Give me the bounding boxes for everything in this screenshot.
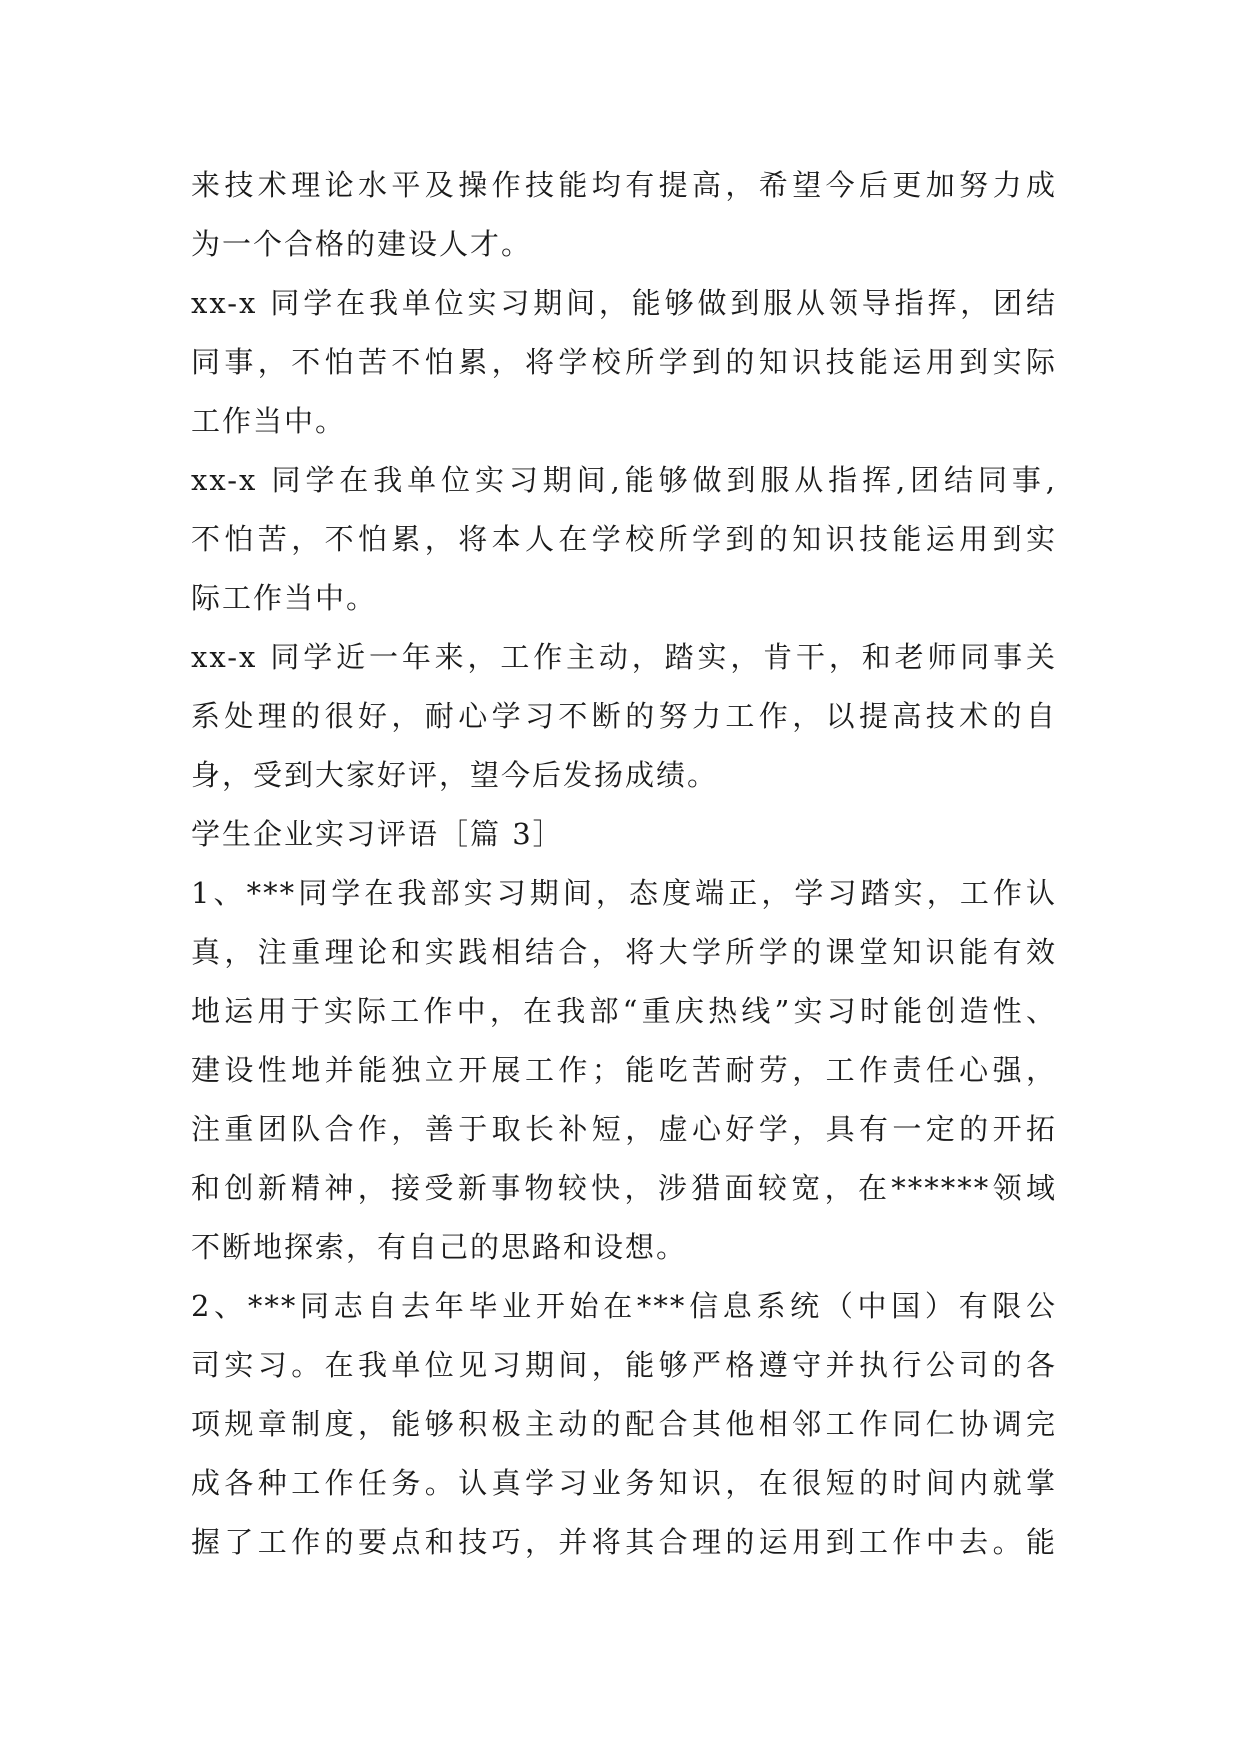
paragraph [191, 451, 1057, 628]
text-line: 来技术理论水平及操作技能均有提高，希望今后更加努力成 [191, 168, 1057, 202]
text-line: 地运用于实际工作中，在我部“重庆热线”实习时能创造性、 [191, 994, 1057, 1028]
text-line: 和创新精神，接受新事物较快，涉猎面较宽，在******领域 [191, 1171, 1057, 1205]
text-line: 际工作当中。 [191, 581, 378, 615]
list-item [191, 864, 1057, 1277]
text-line: 身，受到大家好评，望今后发扬成绩。 [191, 758, 719, 792]
text-line: 握了工作的要点和技巧，并将其合理的运用到工作中去。能 [191, 1525, 1057, 1559]
text-line: 为一个合格的建设人才。 [191, 227, 533, 261]
text-line: 同事，不怕苦不怕累，将学校所学到的知识技能运用到实际 [191, 345, 1057, 379]
paragraph [191, 628, 1057, 805]
text-line: xx-x 同学近一年来，工作主动，踏实，肯干，和老师同事关 [191, 640, 1057, 674]
paragraph [191, 156, 1057, 274]
text-line: 工作当中。 [191, 404, 347, 438]
text-line: 真，注重理论和实践相结合，将大学所学的课堂知识能有效 [191, 935, 1057, 969]
text-line: 注重团队合作，善于取长补短，虚心好学，具有一定的开拓 [191, 1112, 1057, 1146]
text-line: 不怕苦，不怕累，将本人在学校所学到的知识技能运用到实 [191, 522, 1057, 556]
text-line: xx-x 同学在我单位实习期间,能够做到服从指挥,团结同事, [191, 463, 1057, 497]
text-line: 不断地探索，有自己的思路和设想。 [191, 1230, 688, 1264]
section-heading: 学生企业实习评语［篇 3］ [191, 817, 564, 851]
text-line: 项规章制度，能够积极主动的配合其他相邻工作同仁协调完 [191, 1407, 1057, 1441]
document-body [191, 156, 1057, 1572]
paragraph [191, 274, 1057, 451]
text-line: 1、***同学在我部实习期间，态度端正，学习踏实，工作认 [191, 876, 1057, 910]
list-item [191, 1277, 1057, 1572]
text-line: 司实习。在我单位见习期间，能够严格遵守并执行公司的各 [191, 1348, 1057, 1382]
text-line: 建设性地并能独立开展工作；能吃苦耐劳，工作责任心强， [191, 1053, 1057, 1087]
text-line: 系处理的很好，耐心学习不断的努力工作，以提高技术的自 [191, 699, 1057, 733]
text-line: 2、***同志自去年毕业开始在***信息系统（中国）有限公 [191, 1289, 1057, 1323]
text-line: xx-x 同学在我单位实习期间，能够做到服从领导指挥，团结 [191, 286, 1057, 320]
text-line: 成各种工作任务。认真学习业务知识，在很短的时间内就掌 [191, 1466, 1057, 1500]
